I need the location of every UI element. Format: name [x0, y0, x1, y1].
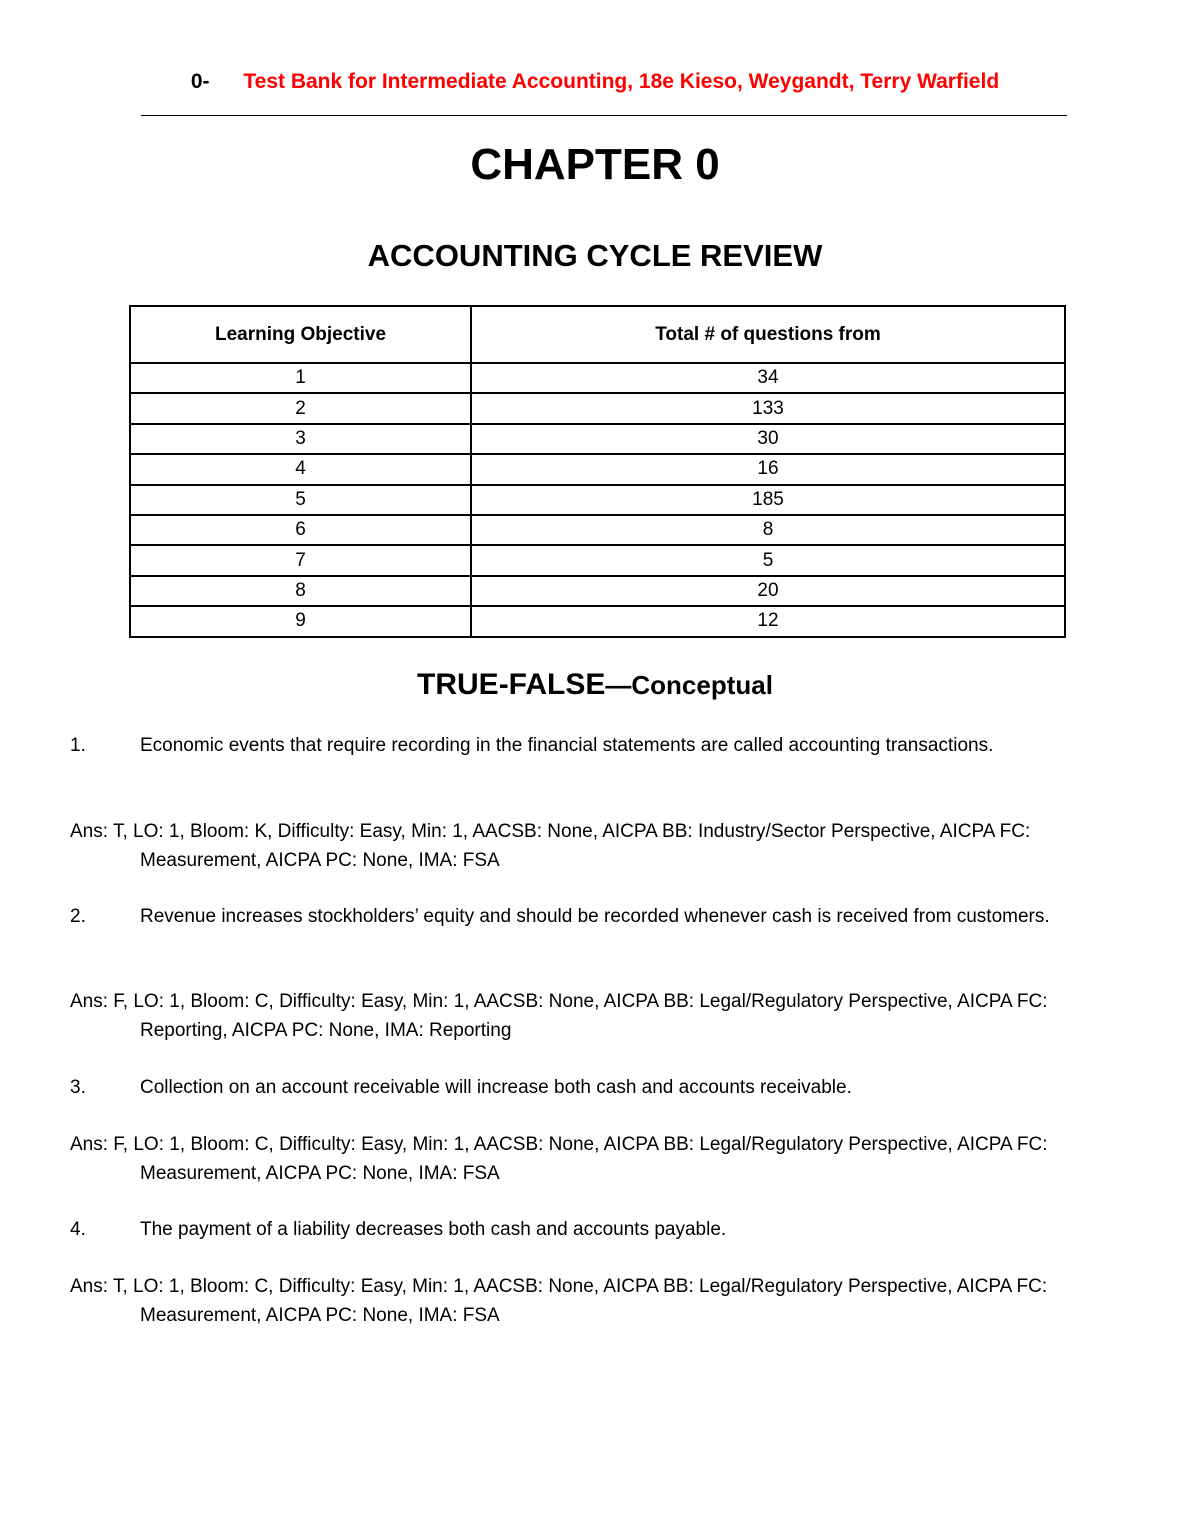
- table-header-row: [130, 306, 1065, 363]
- header-divider: [141, 115, 1067, 116]
- question-count-cell: 16: [471, 454, 1065, 484]
- learning-objective-cell: 2: [130, 393, 471, 423]
- table-row: [130, 485, 1065, 515]
- learning-objective-cell: 4: [130, 454, 471, 484]
- answer-4: Ans: T, LO: 1, Bloom: C, Difficulty: Easy, Min: 1, AACSB: None, AICPA BB: Legal/Regulatory Perspective, AICPA FC: Measurement, AICPA PC: None, IMA: FSA: [70, 1276, 1048, 1326]
- question-1: [70, 732, 1050, 761]
- question-count-cell: 185: [471, 485, 1065, 515]
- question-number: 3.: [70, 1077, 86, 1098]
- question-count-cell: 5: [471, 545, 1065, 575]
- answer-3: Ans: F, LO: 1, Bloom: C, Difficulty: Easy, Min: 1, AACSB: None, AICPA BB: Legal/Regulatory Perspective, AICPA FC: Measurement, AICPA PC: None, IMA: FSA: [70, 1134, 1048, 1184]
- running-header: [0, 70, 1190, 94]
- column-header: Learning Objective: [130, 306, 471, 363]
- heading-main: TRUE-FALSE: [417, 668, 606, 701]
- learning-objective-table: [129, 305, 1066, 638]
- section-title: ACCOUNTING CYCLE REVIEW: [367, 238, 823, 273]
- question-count-cell: 30: [471, 424, 1065, 454]
- answer-2: Ans: F, LO: 1, Bloom: C, Difficulty: Easy, Min: 1, AACSB: None, AICPA BB: Legal/Regulatory Perspective, AICPA FC: Reporting, AICPA PC: None, IMA: Reporting: [70, 991, 1048, 1041]
- table-row: [130, 576, 1065, 606]
- page-label: 0-: [190, 70, 210, 93]
- true-false-heading: [0, 668, 1190, 702]
- question-count-cell: 133: [471, 393, 1065, 423]
- learning-objective-cell: 6: [130, 515, 471, 545]
- chapter-title: CHAPTER 0: [470, 140, 720, 189]
- learning-objective-cell: 9: [130, 606, 471, 636]
- table-row: [130, 606, 1065, 636]
- question-3: [70, 1074, 1050, 1103]
- learning-objective-cell: 8: [130, 576, 471, 606]
- question-text: The payment of a liability decreases both cash and accounts payable.: [140, 1219, 727, 1240]
- answer-1: Ans: T, LO: 1, Bloom: K, Difficulty: Easy, Min: 1, AACSB: None, AICPA BB: Industry/Sector Perspective, AICPA FC: Measurement, AICPA PC: None, IMA: FSA: [70, 821, 1031, 871]
- question-text: Revenue increases stockholders’ equity and should be recorded whenever cash is received from customers.: [140, 906, 1050, 927]
- question-count-cell: 12: [471, 606, 1065, 636]
- learning-objective-cell: 5: [130, 485, 471, 515]
- question-number: 1.: [70, 735, 86, 756]
- table-row: [130, 363, 1065, 393]
- learning-objective-cell: 1: [130, 363, 471, 393]
- question-2: [70, 903, 1050, 932]
- question-count-cell: 8: [471, 515, 1065, 545]
- question-count-cell: 34: [471, 363, 1065, 393]
- table-row: [130, 454, 1065, 484]
- question-number: 2.: [70, 906, 86, 927]
- table-row: [130, 393, 1065, 423]
- learning-objective-cell: 7: [130, 545, 471, 575]
- question-text: Economic events that require recording in the financial statements are called accounting transactions.: [140, 735, 994, 756]
- question-number: 4.: [70, 1219, 86, 1240]
- table-row: [130, 515, 1065, 545]
- question-text: Collection on an account receivable will increase both cash and accounts receivable.: [140, 1077, 852, 1098]
- question-count-cell: 20: [471, 576, 1065, 606]
- question-4: [70, 1216, 1050, 1245]
- table-row: [130, 424, 1065, 454]
- heading-suffix: —Conceptual: [605, 670, 773, 700]
- column-header: Total # of questions from: [471, 306, 1065, 363]
- table-row: [130, 545, 1065, 575]
- book-title: Test Bank for Intermediate Accounting, 18e Kieso, Weygandt, Terry Warfield: [243, 70, 1000, 93]
- learning-objective-cell: 3: [130, 424, 471, 454]
